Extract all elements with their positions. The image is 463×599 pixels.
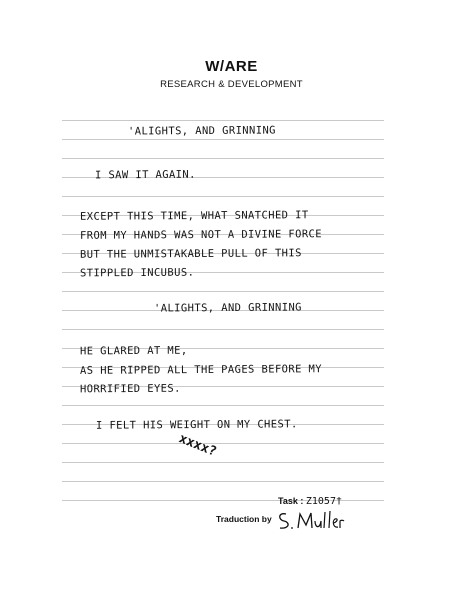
handwritten-line: I FELT HIS WEIGHT ON MY CHEST. xyxy=(95,418,298,432)
rule-line xyxy=(62,481,384,482)
rule-line xyxy=(62,158,384,159)
rule-line xyxy=(62,405,384,406)
handwritten-line: I SAW IT AGAIN. xyxy=(94,168,196,182)
handwritten-line: EXCEPT THIS TIME, WHAT SNATCHED IT xyxy=(79,209,309,223)
task-label: Task : xyxy=(278,496,304,506)
rule-line xyxy=(62,120,384,121)
traduction-label: Traduction by xyxy=(216,514,272,524)
handwritten-line: STIPPLED INCUBUS. xyxy=(79,266,195,280)
department-subtitle: RESEARCH & DEVELOPMENT xyxy=(160,79,303,90)
handwritten-line: 'ALIGHTS, AND GRINNING xyxy=(153,301,302,315)
handwritten-line: HE GLARED AT ME, xyxy=(79,344,188,358)
letterhead xyxy=(0,58,463,90)
handwritten-marks: xxxx? xyxy=(176,431,219,460)
rule-line xyxy=(62,139,384,140)
task-id xyxy=(278,496,342,507)
handwritten-line: AS HE RIPPED ALL THE PAGES BEFORE MY xyxy=(79,363,323,377)
rule-line xyxy=(62,462,384,463)
handwritten-line: HORRIFIED EYES. xyxy=(79,382,181,396)
handwritten-line: BUT THE UNMISTAKABLE PULL OF THIS xyxy=(79,247,302,261)
rule-line xyxy=(62,291,384,292)
rule-line xyxy=(62,329,384,330)
handwritten-line: FROM MY HANDS WAS NOT A DIVINE FORCE xyxy=(79,228,323,242)
rule-line xyxy=(62,196,384,197)
rule-line xyxy=(62,443,384,444)
brand-title: W/ARE xyxy=(205,58,258,75)
signature xyxy=(276,508,346,534)
task-value: Z1057† xyxy=(305,496,342,507)
handwritten-line: 'ALIGHTS, AND GRINNING xyxy=(127,124,276,138)
